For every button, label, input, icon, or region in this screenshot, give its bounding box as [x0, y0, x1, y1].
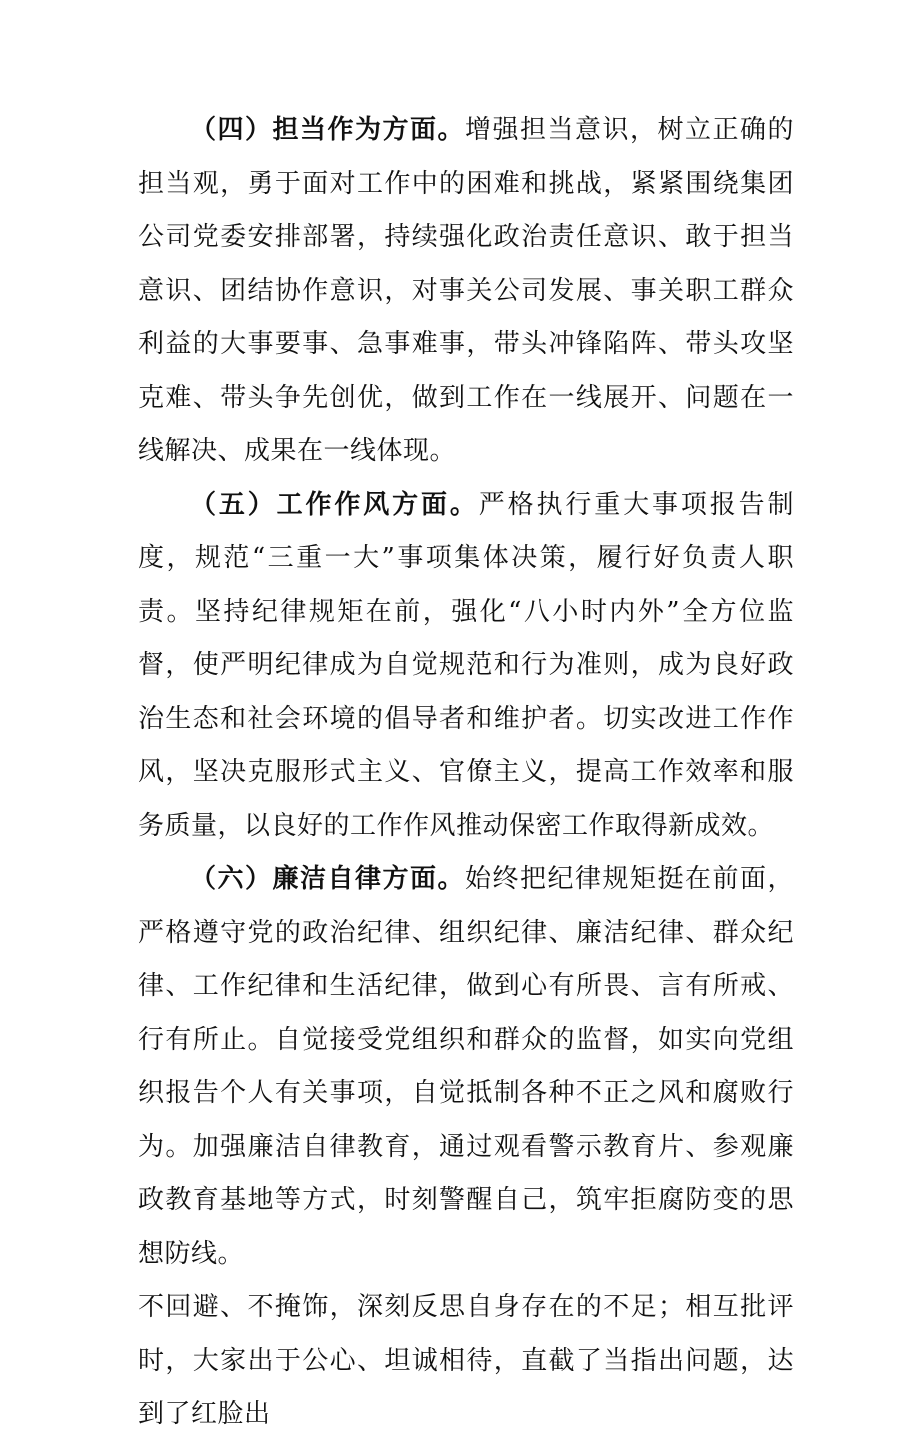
trailing-text: 不回避、不掩饰，深刻反思自身存在的不足；相互批评时，大家出于公心、坦诚相待，直截了当指出问题，达到了红脸出 [138, 1292, 794, 1429]
document-body [138, 104, 794, 1442]
paragraph-trailing [138, 1281, 794, 1442]
section-heading-work-style: （五）工作作风方面。 [190, 489, 479, 520]
section-body-integrity: 始终把纪律规矩挺在前面，严格遵守党的政治纪律、组织纪律、廉洁纪律、群众纪律、工作纪律和生活纪律，做到心有所畏、言有所戒、行有所止。自觉接受党组织和群众的监督，如实向党组织报告个人有关事项，自觉抵制各种不正之风和腐败行为。加强廉洁自律教育，通过观看警示教育片、参观廉政教育基地等方式，时刻警醒自己，筑牢拒腐防变的思想防线。 [138, 864, 794, 1269]
paragraph-integrity [138, 853, 794, 1281]
section-heading-responsibility: （四）担当作为方面。 [190, 115, 465, 145]
paragraph-responsibility [138, 104, 794, 479]
section-heading-integrity: （六）廉洁自律方面。 [190, 864, 465, 894]
section-body-responsibility: 增强担当意识，树立正确的担当观，勇于面对工作中的困难和挑战，紧紧围绕集团公司党委安排部署，持续强化政治责任意识、敢于担当意识、团结协作意识，对事关公司发展、事关职工群众利益的大事要事、急事难事，带头冲锋陷阵、带头攻坚克难、带头争先创优，做到工作在一线展开、问题在一线解决、成果在一线体现。 [138, 115, 794, 466]
paragraph-work-style [138, 479, 794, 854]
section-body-work-style: 严格执行重大事项报告制度，规范“三重一大”事项集体决策，履行好负责人职责。坚持纪律规矩在前，强化“八小时内外”全方位监督，使严明纪律成为自觉规范和行为准则，成为良好政治生态和社会环境的倡导者和维护者。切实改进工作作风，坚决克服形式主义、官僚主义，提高工作效率和服务质量，以良好的工作作风推动保密工作取得新成效。 [138, 489, 794, 841]
